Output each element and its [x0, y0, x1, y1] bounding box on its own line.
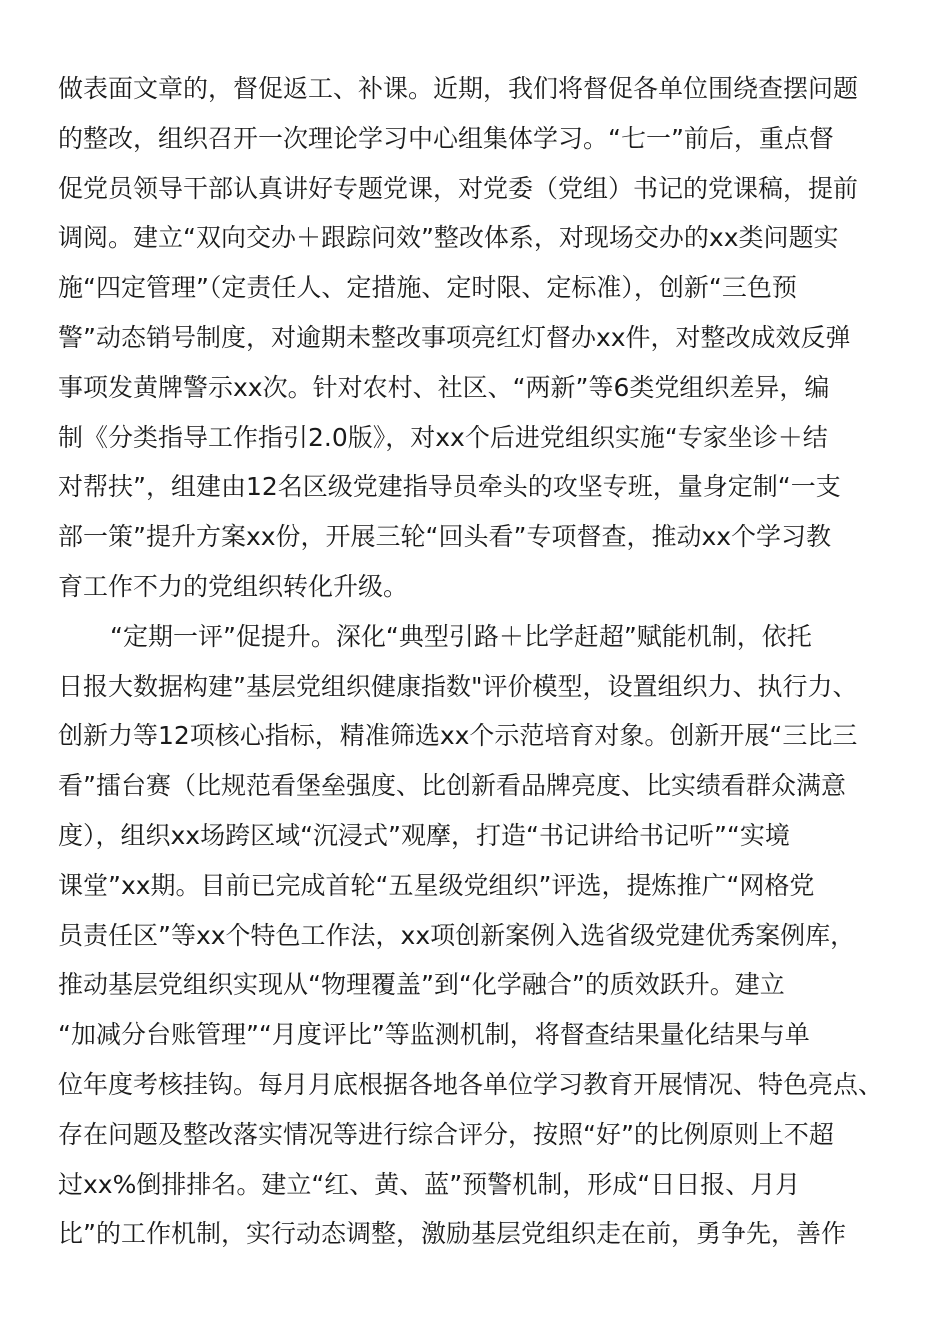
text-line: 课堂”xx期。目前已完成首轮“五星级党组织”评选，提炼推广“网格党 — [58, 870, 815, 900]
text-line: 员责任区”等xx个特色工作法，xx项创新案例入选省级党建优秀案例库， — [58, 920, 856, 950]
text-line: 警”动态销号制度，对逾期未整改事项亮红灯督办xx件，对整改成效反弹 — [58, 322, 851, 352]
text-line: 育工作不力的党组织转化升级。 — [58, 571, 409, 601]
text-line: 度），组织xx场跨区域“沉浸式”观摩，打造“书记讲给书记听”“实境 — [58, 820, 790, 850]
text-line: 调阅。建立“双向交办＋跟踪问效”整改体系，对现场交办的xx类问题实 — [58, 223, 839, 253]
text-line: 过xx%倒排排名。建立“红、黄、蓝”预警机制，形成“日日报、月月 — [58, 1169, 801, 1199]
text-line: 制《分类指导工作指引2.0版》，对xx个后进党组织实施“专家坐诊＋结 — [58, 422, 828, 452]
text-line: 部一策”提升方案xx份，开展三轮“回头看”专项督查，推动xx个学习教 — [58, 522, 832, 552]
text-line: 做表面文章的，督促返工、补课。近期，我们将督促各单位围绕查摆问题 — [58, 74, 859, 103]
text-line: 促党员领导干部认真讲好专题党课，对党委（党组）书记的党课稿，提前 — [58, 173, 859, 203]
text-line: 施“四定管理”（定责任人、定措施、定时限、定标准），创新“三色预 — [58, 273, 797, 303]
text-line: 看”擂台赛（比规范看堡垒强度、比创新看品牌亮度、比实绩看群众满意 — [58, 771, 846, 801]
text-line: 位年度考核挂钩。每月月底根据各地各单位学习教育开展情况、特色亮点、 — [58, 1069, 884, 1099]
text-line: 日报大数据构建”基层党组织健康指数"评价模型，设置组织力、执行力、 — [58, 671, 858, 701]
text-line: “加减分台账管理”“月度评比”等监测机制，将督查结果量化结果与单 — [58, 1020, 810, 1050]
text-line: 对帮扶”，组建由12名区级党建指导员牵头的攻坚专班，量身定制“一支 — [58, 472, 841, 502]
text-line: 比”的工作机制，实行动态调整，激励基层党组织走在前，勇争先，善作 — [58, 1219, 846, 1249]
paragraph-start-line: “定期一评”促提升。深化“典型引路＋比学赶超”赋能机制，依托 — [110, 621, 812, 651]
body-text — [58, 64, 898, 1259]
text-line: 推动基层党组织实现从“物理覆盖”到“化学融合”的质效跃升。建立 — [58, 970, 785, 1000]
text-line: 存在问题及整改落实情况等进行综合评分，按照“好”的比例原则上不超 — [58, 1119, 834, 1149]
text-line: 的整改，组织召开一次理论学习中心组集体学习。“七一”前后，重点督 — [58, 123, 834, 153]
text-line: 创新力等12项核心指标，精准筛选xx个示范培育对象。创新开展“三比三 — [58, 721, 858, 751]
text-line: 事项发黄牌警示xx次。针对农村、社区、“两新”等6类党组织差异，编 — [58, 372, 830, 402]
